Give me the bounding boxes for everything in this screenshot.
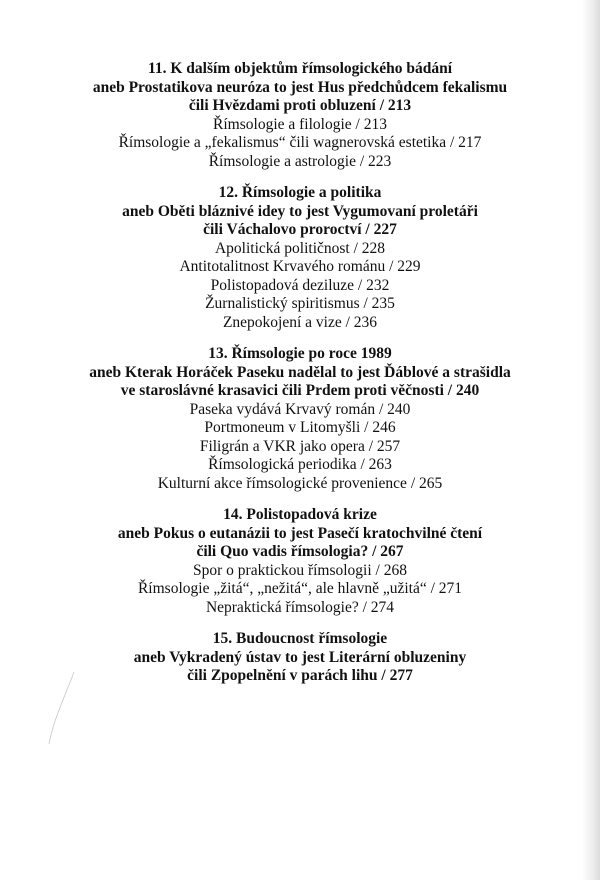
toc-entry: Římsologie a „fekalismus“ čili wagnerovská estetika / 217 <box>118 134 482 151</box>
section-heading-line: 15. Budoucnost římsologie <box>212 630 388 647</box>
toc-section-14 <box>0 506 600 617</box>
toc-entry: Spor o praktickou římsologii / 268 <box>193 561 407 579</box>
toc-entry: Apolitická političnost / 228 <box>214 239 386 257</box>
section-heading-line: aneb Prostatikova neuróza to jest Hus předchůdcem fekalismu <box>92 78 508 96</box>
section-heading-line: čili Hvězdami proti obluzení / 213 <box>188 97 412 114</box>
table-of-contents <box>0 60 600 699</box>
section-heading-line: 12. Římsologie a politika <box>218 184 382 201</box>
toc-entry: Polistopadová deziluze / 232 <box>210 276 390 294</box>
section-heading-line: čili Quo vadis římsologia? / 267 <box>196 543 404 560</box>
section-heading-line: čili Váchalovo proroctví / 227 <box>203 221 397 238</box>
toc-entry: Nepraktická římsologie? / 274 <box>205 598 395 616</box>
section-heading-line: čili Zpopelnění v parách lihu / 277 <box>187 667 413 684</box>
section-heading-line: 14. Polistopadová krize <box>223 506 377 523</box>
toc-entry: Kulturní akce římsologické provenience / 265 <box>157 474 443 492</box>
section-heading-line: ve staroslávné krasavici čili Prdem proti věčnosti / 240 <box>120 382 480 399</box>
toc-section-12 <box>0 184 600 332</box>
pencil-mark-decoration <box>46 668 86 748</box>
toc-entry: Antitotalitnost Krvavého románu / 229 <box>179 258 421 275</box>
toc-entry: Portmoneum v Litomyšli / 246 <box>204 419 396 436</box>
toc-section-15 <box>0 630 600 686</box>
toc-entry: Římsologie „žitá“, „nežitá“, ale hlavně „užitá“ / 271 <box>137 580 463 597</box>
toc-entry: Římsologie a filologie / 213 <box>213 115 387 133</box>
section-heading-line: 13. Římsologie po roce 1989 <box>208 345 392 362</box>
section-heading-line: aneb Vykradený ústav to jest Literární obluzeniny <box>133 648 467 666</box>
section-heading-line: 11. K dalším objektům římsologického bádání <box>147 60 452 77</box>
toc-entry: Římsologická periodika / 263 <box>208 456 392 473</box>
page-edge-shadow <box>582 0 600 880</box>
toc-entry: Žurnalistický spiritismus / 235 <box>205 295 395 312</box>
toc-section-13 <box>0 345 600 493</box>
section-heading-line: aneb Pokus o eutanázii to jest Pasečí kratochvilné čtení <box>117 524 483 542</box>
toc-entry: Znepokojení a vize / 236 <box>222 313 378 331</box>
section-heading-line: aneb Kterak Horáček Paseku nadělal to jest Ďáblové a strašidla <box>89 363 511 381</box>
section-heading-line: aneb Oběti bláznivé idey to jest Vygumovaní proletáři <box>122 202 478 220</box>
toc-section-11 <box>0 60 600 171</box>
toc-entry: Filigrán a VKR jako opera / 257 <box>199 437 401 455</box>
toc-entry: Paseka vydává Krvavý román / 240 <box>189 400 411 418</box>
toc-entry: Římsologie a astrologie / 223 <box>208 152 392 170</box>
